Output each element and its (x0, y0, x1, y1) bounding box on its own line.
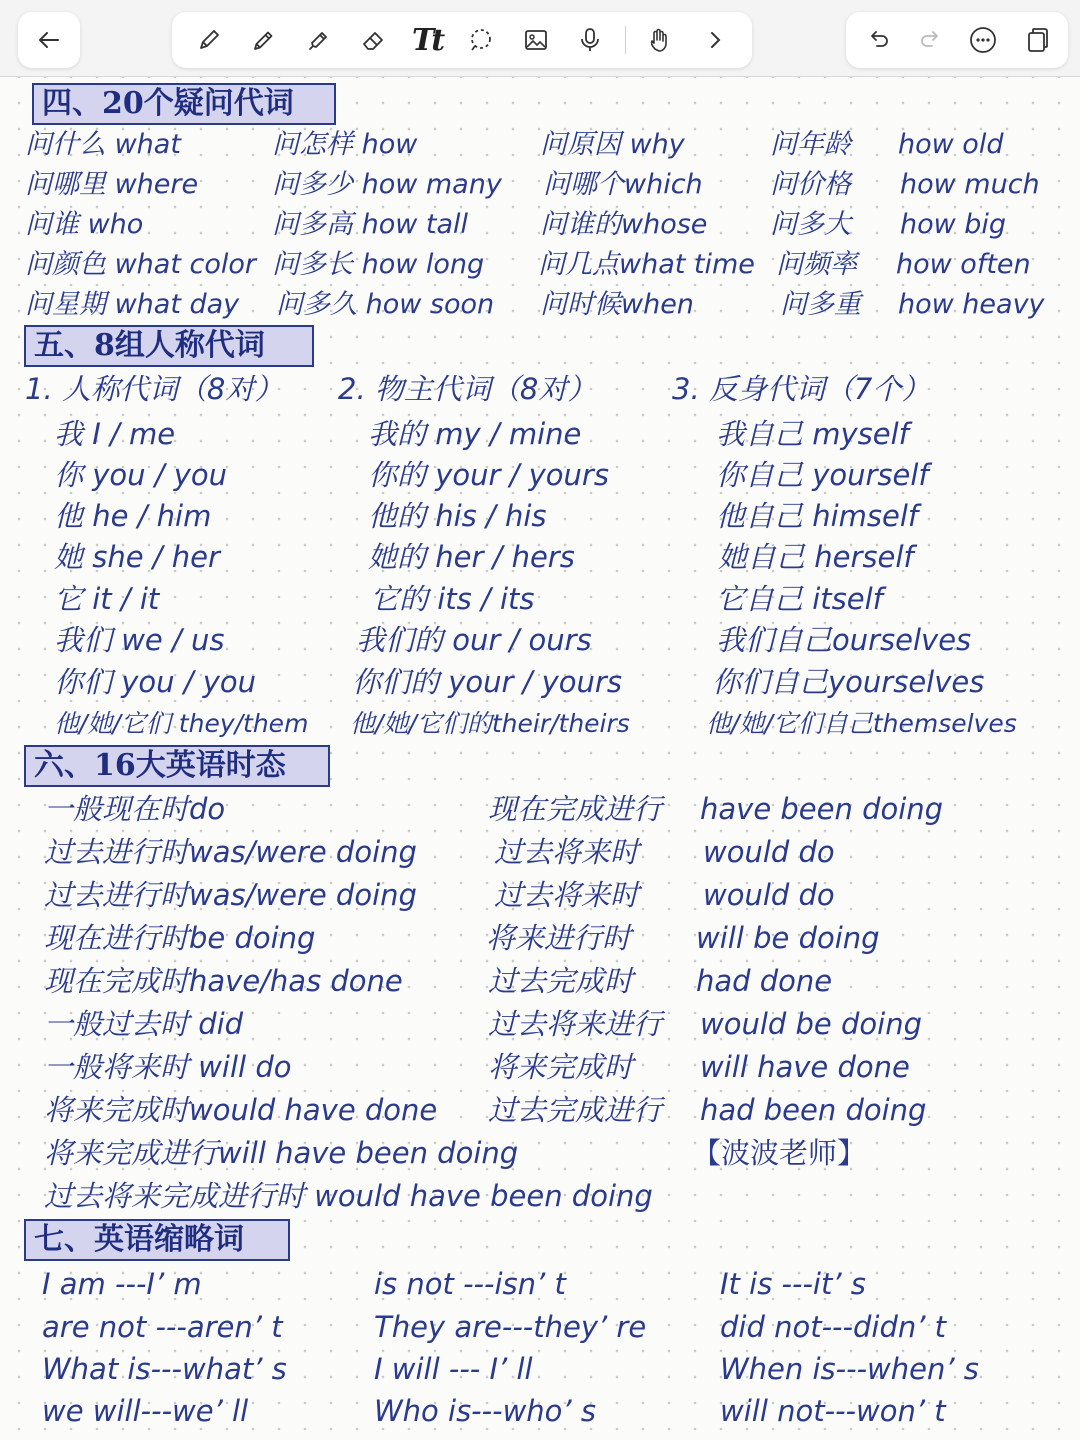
contraction-item: I will --- I’ ll (374, 1352, 533, 1386)
interrogative-cell: how heavy (898, 289, 1045, 320)
personal-pronoun: 他 he / him (54, 499, 212, 533)
tense-left: 过去将来完成进行时 would have been doing (44, 1179, 653, 1213)
tense-left: 现在进行时be doing (44, 921, 316, 955)
tense-left: 一般将来时 will do (44, 1050, 292, 1084)
tense-right-label: 将来进行时 (486, 921, 632, 955)
interrogative-cell: 问原因 why (540, 129, 685, 160)
section-title-pronouns: 五、8组人称代词 (24, 325, 314, 367)
interrogative-cell: 问多少 how many (272, 169, 502, 200)
reflexive-pronoun: 你们自己yourselves (712, 665, 985, 699)
personal-pronoun: 我 I / me (54, 417, 176, 451)
tense-right-label: 将来完成时 (488, 1050, 634, 1084)
contraction-item: did not---didn’ t (720, 1310, 947, 1344)
interrogative-cell: 问哪个which (543, 169, 703, 200)
interrogative-cell: 问时候when (540, 289, 694, 320)
tense-right-label: 现在完成进行 (488, 792, 663, 826)
possessive-pronoun: 他的 his / his (368, 499, 547, 533)
contraction-item: It is ---it’ s (720, 1267, 866, 1301)
tense-right-value: would be doing (700, 1007, 922, 1041)
interrogative-cell: 问怎样 how (272, 129, 418, 160)
interrogative-cell: 问什么 what (25, 129, 181, 160)
tense-right-value: will be doing (696, 921, 880, 955)
reflexive-pronoun: 我们自己ourselves (716, 623, 972, 657)
tense-left: 过去进行时was/were doing (44, 835, 417, 869)
tense-left: 一般过去时 did (44, 1007, 244, 1041)
interrogative-cell: 问频率 (776, 249, 857, 280)
tense-left: 现在完成时have/has done (44, 964, 403, 998)
author-signature: 【波波老师】 (692, 1136, 867, 1170)
personal-pronoun: 你们 you / you (54, 665, 256, 699)
tense-right-value: had been doing (700, 1093, 927, 1127)
reflexive-pronoun: 我自己 myself (716, 417, 909, 451)
possessive-pronoun: 我的 my / mine (368, 417, 582, 451)
pronoun-column-heading: 3. 反身代词（7个） (672, 372, 931, 406)
section-title-contractions: 七、英语缩略词 (24, 1219, 290, 1261)
reflexive-pronoun: 她自己 herself (718, 540, 914, 574)
interrogative-cell: how much (900, 169, 1040, 200)
personal-pronoun: 它 it / it (54, 582, 160, 616)
section-title-tenses: 六、16大英语时态 (24, 745, 330, 787)
possessive-pronoun: 他/她/它们的their/theirs (350, 709, 630, 738)
interrogative-cell: 问价格 (770, 169, 851, 200)
tense-left: 一般现在时do (44, 792, 226, 826)
tense-right-value: had done (696, 964, 833, 998)
possessive-pronoun: 我们的 our / ours (356, 623, 592, 657)
interrogative-cell: 问多高 how tall (272, 209, 469, 240)
personal-pronoun: 你 you / you (54, 458, 227, 492)
contraction-item: I am ---I’ m (42, 1267, 202, 1301)
tense-left: 过去进行时was/were doing (44, 878, 417, 912)
reflexive-pronoun: 他/她/它们自己themselves (706, 709, 1017, 738)
contraction-item: They are---they’ re (374, 1310, 647, 1344)
tense-right-label: 过去完成时 (488, 964, 634, 998)
tense-right-label: 过去完成进行 (488, 1093, 663, 1127)
contraction-item: is not ---isn’ t (374, 1267, 566, 1301)
possessive-pronoun: 你们的 your / yours (352, 665, 622, 699)
tense-left: 将来完成时would have done (44, 1093, 438, 1127)
contraction-item: will not---won’ t (720, 1394, 946, 1428)
pronoun-column-heading: 2. 物主代词（8对） (338, 372, 597, 406)
interrogative-cell: 问谁 who (25, 209, 144, 240)
tense-right-value: will have done (700, 1050, 910, 1084)
section-title-interrogatives: 四、20个疑问代词 (32, 83, 336, 125)
tense-right-label: 过去将来时 (494, 835, 640, 869)
tense-left: 将来完成进行will have been doing (44, 1136, 519, 1170)
reflexive-pronoun: 你自己 yourself (716, 458, 929, 492)
reflexive-pronoun: 他自己 himself (716, 499, 919, 533)
interrogative-cell: 问颜色 what color (25, 249, 256, 280)
interrogative-cell: 问多长 how long (272, 249, 485, 280)
tense-right-value: have been doing (700, 792, 944, 826)
tense-right-label: 过去将来时 (494, 878, 640, 912)
tense-right-value: would do (703, 878, 835, 912)
personal-pronoun: 我们 we / us (54, 623, 225, 657)
interrogative-cell: how old (898, 129, 1004, 160)
contraction-item: we will---we’ ll (42, 1394, 249, 1428)
interrogative-cell: 问星期 what day (25, 289, 240, 320)
interrogative-cell: how often (896, 249, 1031, 280)
possessive-pronoun: 你的 your / yours (368, 458, 609, 492)
interrogative-cell: how big (900, 209, 1007, 240)
contraction-item: When is---when’ s (720, 1352, 979, 1386)
interrogative-cell: 问谁的whose (540, 209, 708, 240)
contraction-item: What is---what’ s (42, 1352, 287, 1386)
interrogative-cell: 问多久 how soon (276, 289, 495, 320)
interrogative-cell: 问多大 (770, 209, 851, 240)
text-tool-label: Tt (411, 22, 443, 58)
contraction-item: Who is---who’ s (374, 1394, 596, 1428)
interrogative-cell: 问哪里 where (25, 169, 199, 200)
pronoun-column-heading: 1. 人称代词（8对） (25, 372, 284, 406)
interrogative-cell: 问多重 (780, 289, 861, 320)
tense-right-label: 过去将来进行 (488, 1007, 663, 1041)
personal-pronoun: 他/她/它们 they/them (54, 709, 309, 738)
reflexive-pronoun: 它自己 itself (716, 582, 883, 616)
possessive-pronoun: 它的 its / its (370, 582, 535, 616)
interrogative-cell: 问年龄 (770, 129, 851, 160)
personal-pronoun: 她 she / her (54, 540, 220, 574)
tense-right-value: would do (703, 835, 835, 869)
possessive-pronoun: 她的 her / hers (368, 540, 575, 574)
interrogative-cell: 问几点what time (538, 249, 755, 280)
contraction-item: are not ---aren’ t (42, 1310, 283, 1344)
